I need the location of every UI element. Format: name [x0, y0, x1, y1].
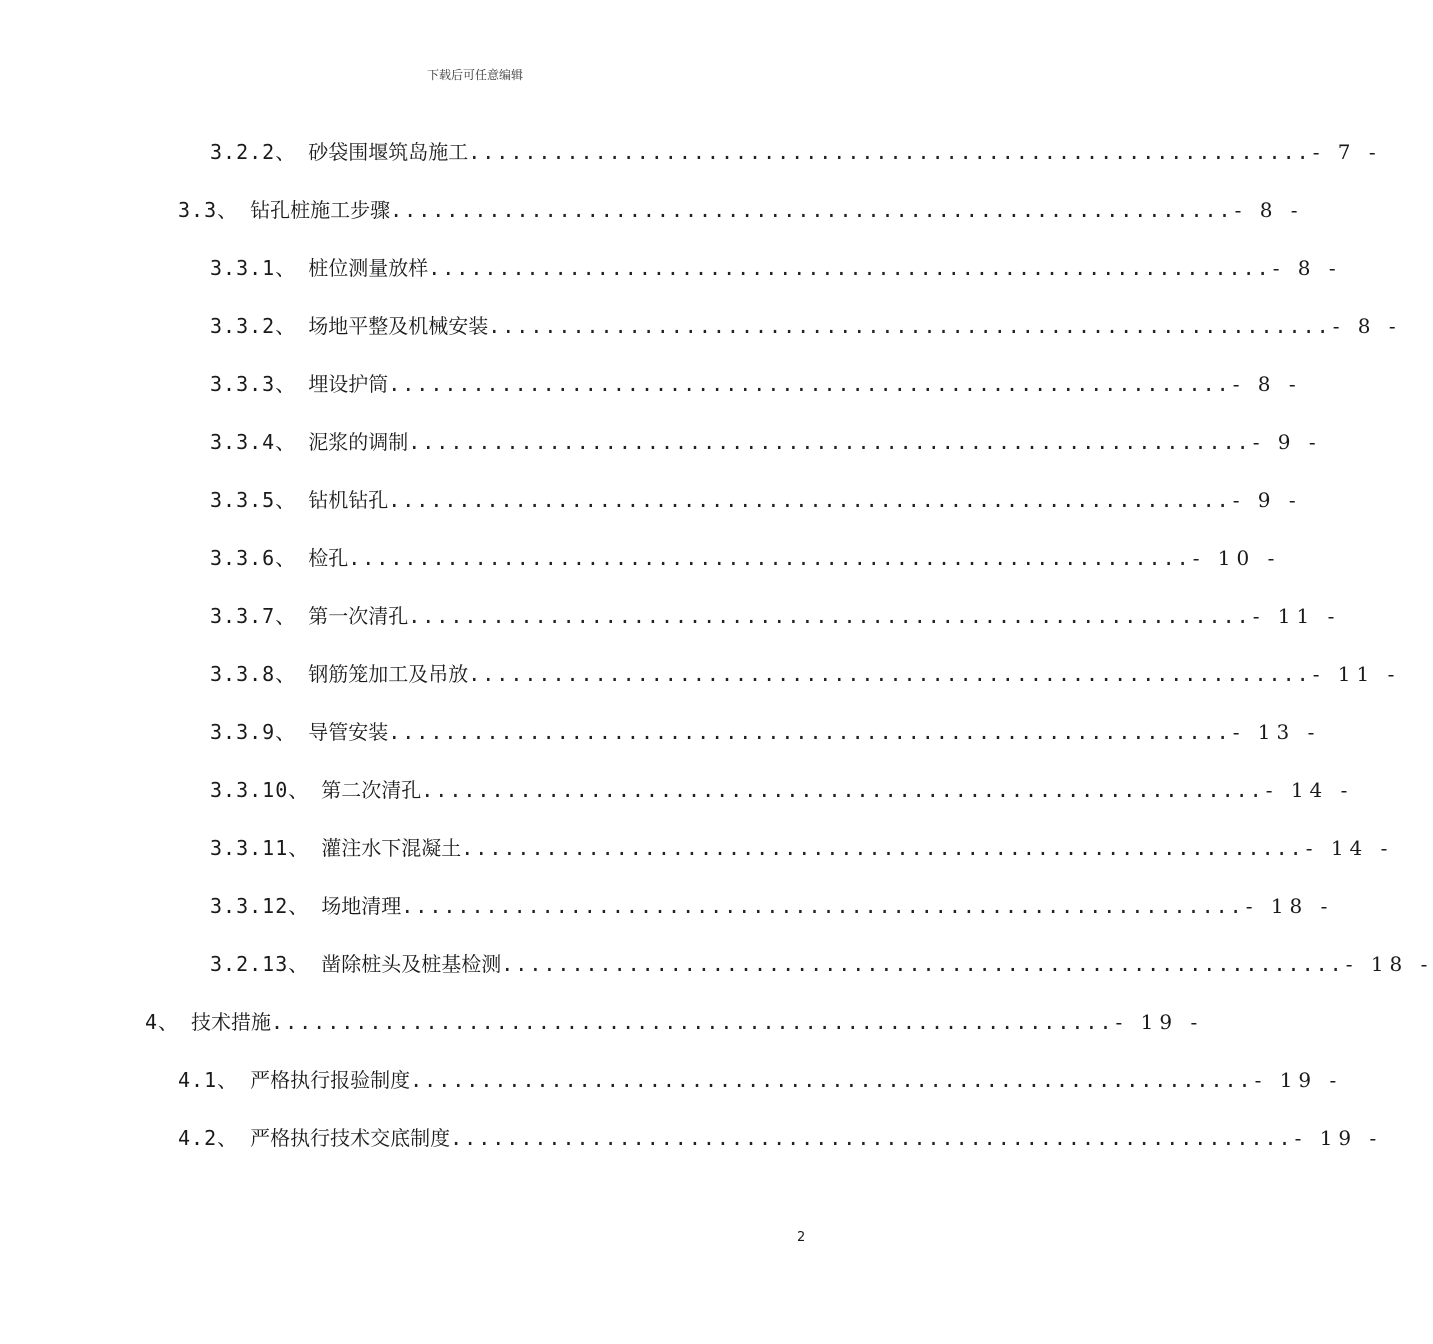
toc-leader-dots: ............................................................ — [408, 604, 1251, 628]
toc-entry-number: 3.3.10、 — [210, 778, 310, 802]
toc-entry-page: - 18 - — [1345, 952, 1433, 976]
toc-leader-dots: ............................................................ — [410, 1068, 1253, 1092]
toc-leader-dots: ............................................................ — [450, 1126, 1293, 1150]
toc-entry-number: 3.2.13、 — [210, 952, 310, 976]
toc-entry-title: 严格执行技术交底制度 — [250, 1126, 451, 1150]
toc-entry-page: - 11 - — [1312, 662, 1401, 686]
toc-entry-page: - 9 - — [1252, 430, 1322, 454]
toc-entry-page: - 10 - — [1192, 546, 1281, 570]
toc-entry[interactable] — [210, 712, 1321, 752]
toc-entry-number: 3.3.2、 — [210, 314, 297, 338]
toc-leader-dots: ............................................................ — [388, 720, 1231, 744]
toc-entry-number: 3.3.4、 — [210, 430, 297, 454]
toc-leader-dots: ............................................................ — [428, 256, 1271, 280]
toc-entry[interactable] — [178, 1118, 1383, 1158]
toc-entry-title: 第一次清孔 — [308, 604, 409, 628]
toc-entry-number: 3.3.8、 — [210, 662, 297, 686]
toc-entry-title: 桩位测量放样 — [308, 256, 429, 280]
toc-leader-dots: ............................................................ — [401, 894, 1244, 918]
toc-entry-page: - 18 - — [1245, 894, 1334, 918]
toc-leader-dots: ............................................................ — [468, 662, 1311, 686]
toc-entry[interactable] — [145, 1002, 1204, 1042]
toc-entry-title: 钢筋笼加工及吊放 — [308, 662, 469, 686]
toc-entry-number: 3.3.5、 — [210, 488, 297, 512]
toc-entry-number: 4.1、 — [178, 1068, 239, 1092]
toc-entry-number: 4.2、 — [178, 1126, 239, 1150]
toc-entry-title: 泥浆的调制 — [308, 430, 409, 454]
toc-entry[interactable] — [210, 770, 1354, 810]
toc-entry-page: - 7 - — [1312, 140, 1382, 164]
toc-entry[interactable] — [210, 944, 1433, 984]
toc-leader-dots: ............................................................ — [408, 430, 1251, 454]
page-number: 2 — [797, 1230, 806, 1245]
toc-entry-page: - 8 - — [1232, 372, 1302, 396]
toc-entry-number: 3.3.7、 — [210, 604, 297, 628]
toc-entry-title: 技术措施 — [191, 1010, 272, 1034]
toc-leader-dots: ............................................................ — [501, 952, 1344, 976]
toc-entry[interactable] — [210, 306, 1402, 346]
toc-entry-title: 检孔 — [308, 546, 349, 570]
toc-leader-dots: ............................................................ — [421, 778, 1264, 802]
toc-entry-page: - 8 - — [1234, 198, 1304, 222]
toc-entry-number: 4、 — [145, 1010, 180, 1034]
toc-entry-number: 3.3.11、 — [210, 836, 310, 860]
toc-leader-dots: ............................................................ — [348, 546, 1191, 570]
toc-entry-title: 钻机钻孔 — [308, 488, 389, 512]
toc-entry-page: - 19 - — [1254, 1068, 1343, 1092]
toc-entry-title: 埋设护筒 — [308, 372, 389, 396]
toc-entry-number: 3.3.6、 — [210, 546, 297, 570]
toc-entry-title: 灌注水下混凝土 — [321, 836, 462, 860]
toc-entry-number: 3.3.12、 — [210, 894, 310, 918]
toc-entry-page: - 19 - — [1294, 1126, 1383, 1150]
toc-entry[interactable] — [210, 364, 1302, 404]
toc-entry-number: 3.3.9、 — [210, 720, 297, 744]
toc-entry[interactable] — [210, 480, 1302, 520]
toc-entry-title: 砂袋围堰筑岛施工 — [308, 140, 469, 164]
toc-entry-title: 钻孔桩施工步骤 — [250, 198, 391, 222]
toc-entry[interactable] — [210, 596, 1341, 636]
toc-entry-title: 场地清理 — [321, 894, 402, 918]
toc-leader-dots: ............................................................ — [461, 836, 1304, 860]
toc-entry[interactable] — [178, 190, 1304, 230]
toc-entry[interactable] — [210, 422, 1322, 462]
toc-entry-page: - 11 - — [1252, 604, 1341, 628]
toc-entry-number: 3.3.3、 — [210, 372, 297, 396]
toc-leader-dots: ............................................................ — [388, 488, 1231, 512]
toc-entry[interactable] — [210, 828, 1394, 868]
toc-leader-dots: ............................................................ — [488, 314, 1331, 338]
page-header: 下载后可任意编辑 — [426, 68, 523, 82]
toc-entry-title: 场地平整及机械安装 — [308, 314, 489, 338]
toc-entry-number: 3.3.1、 — [210, 256, 297, 280]
toc-entry-number: 3.2.2、 — [210, 140, 297, 164]
toc-leader-dots: ............................................................ — [271, 1010, 1114, 1034]
toc-entry-page: - 8 - — [1272, 256, 1342, 280]
toc-entry-number: 3.3、 — [178, 198, 239, 222]
toc-entry-page: - 8 - — [1332, 314, 1402, 338]
toc-leader-dots: ............................................................ — [390, 198, 1233, 222]
toc-leader-dots: ............................................................ — [468, 140, 1311, 164]
toc-entry[interactable] — [210, 248, 1342, 288]
toc-entry-page: - 14 - — [1305, 836, 1394, 860]
toc-entry[interactable] — [210, 132, 1382, 172]
toc-entry[interactable] — [210, 886, 1334, 926]
toc-entry-page: - 9 - — [1232, 488, 1302, 512]
toc-entry-page: - 13 - — [1232, 720, 1321, 744]
toc-entry-page: - 19 - — [1115, 1010, 1204, 1034]
toc-entry-title: 导管安装 — [308, 720, 389, 744]
toc-entry[interactable] — [178, 1060, 1343, 1100]
toc-entry-title: 严格执行报验制度 — [250, 1068, 411, 1092]
toc-entry-title: 凿除桩头及桩基检测 — [321, 952, 502, 976]
toc-entry[interactable] — [210, 538, 1281, 578]
toc-entry[interactable] — [210, 654, 1401, 694]
toc-entry-page: - 14 - — [1265, 778, 1354, 802]
toc-leader-dots: ............................................................ — [388, 372, 1231, 396]
toc-entry-title: 第二次清孔 — [321, 778, 422, 802]
